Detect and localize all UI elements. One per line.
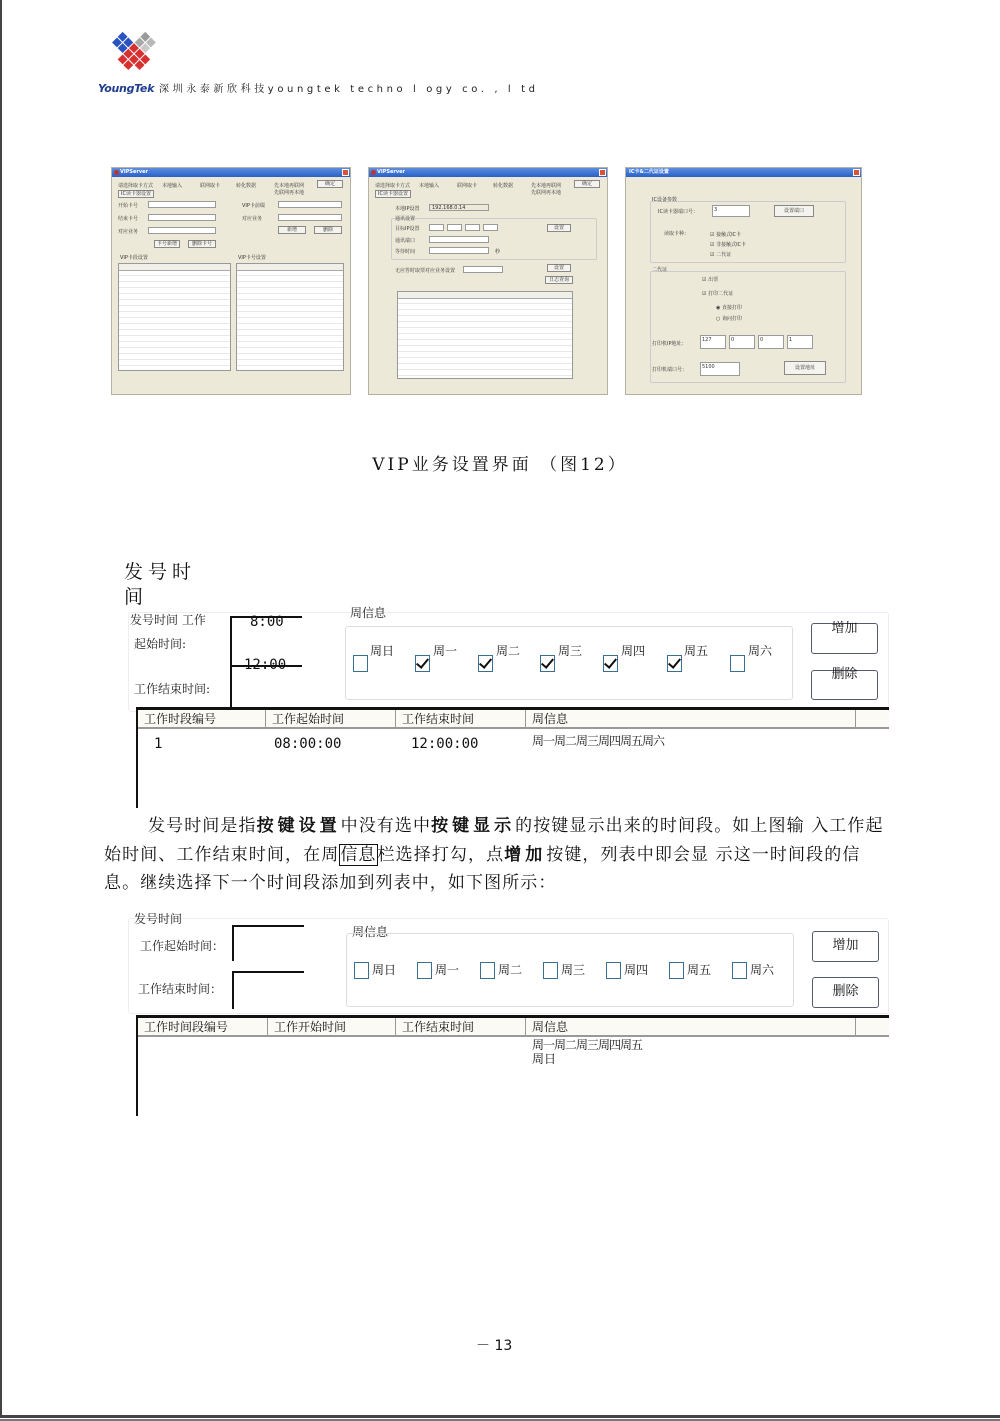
business-label: 无应答时取票对应业务设置	[395, 268, 456, 274]
column-header: 工作起始时间	[266, 710, 396, 729]
mode-direct-print: 直接打印	[721, 305, 742, 311]
bold-term: 按键显示	[431, 816, 516, 836]
checkbox-wednesday[interactable]	[540, 655, 555, 672]
card-type-id: 二代证	[716, 252, 732, 258]
day-label: 周六	[748, 644, 773, 658]
start-time-value: 8:00	[250, 614, 284, 630]
company-logo-icon	[98, 32, 160, 84]
figure-caption: VIP业务设置界面 （图12）	[372, 455, 628, 475]
confirm-button: 确定	[574, 180, 600, 188]
start-time-label: 发号时间 工作	[130, 613, 206, 627]
column-header: 工作时间段编号	[138, 1018, 268, 1037]
checkbox-saturday[interactable]	[732, 962, 747, 979]
page-border	[0, 1415, 1000, 1418]
screenshot-vip-local	[111, 167, 351, 395]
card-type-contact: 接触式IC卡	[716, 232, 742, 238]
day-label: 周一	[433, 644, 458, 658]
column-header: 工作时段编号	[138, 710, 266, 729]
card-type-contactless: 非接触式IC卡	[716, 242, 747, 248]
start-time-label-2: 起始时间:	[134, 637, 187, 651]
page-border	[0, 0, 2, 1418]
radio-convert: 转化数据	[236, 183, 257, 189]
checkbox-thursday[interactable]	[603, 655, 618, 672]
app-heart-icon	[371, 170, 376, 175]
wait-unit: 秒	[495, 249, 501, 255]
set-address-button: 设置地址	[784, 361, 826, 375]
column-header: 周信息	[526, 710, 856, 729]
issue-time-panel-filled	[128, 608, 889, 808]
checkbox-sunday[interactable]	[354, 962, 369, 979]
day-label: 周一	[435, 963, 460, 977]
day-label: 周日	[370, 644, 395, 658]
cell-id: 1	[154, 736, 163, 752]
bold-term: 增加	[504, 844, 547, 865]
add-button[interactable]: 增加	[811, 623, 878, 654]
bold-term: 按键设置	[256, 816, 341, 836]
end-time-label: 工作结束时间:	[134, 682, 211, 696]
delete-button: 删除	[314, 226, 342, 234]
ic-settings-button: IC读卡器设置	[375, 190, 411, 198]
add-button[interactable]: 增加	[812, 931, 879, 962]
delete-button[interactable]: 删除	[811, 670, 878, 700]
ip-octet: 1	[789, 337, 793, 343]
day-label: 周六	[750, 963, 775, 977]
week-group-label: 周信息	[350, 606, 387, 620]
day-label: 周二	[498, 963, 523, 977]
start-card-label: 开始卡号	[118, 203, 139, 209]
day-label: 周五	[687, 963, 712, 977]
close-icon	[342, 169, 349, 176]
screenshot-vip-network	[368, 167, 608, 395]
checkbox-friday[interactable]	[669, 962, 684, 979]
cell-week: 周一周二周三周四周五	[532, 1038, 643, 1052]
section-heading: 发号时间	[124, 561, 197, 608]
radio-local: 本地输入	[419, 183, 440, 189]
boxed-term: 信息	[340, 844, 377, 865]
delete-button[interactable]: 删除	[812, 977, 879, 1008]
start-time-label: 工作起始时间：	[140, 939, 225, 953]
column-header: 工作结束时间	[396, 710, 526, 729]
right-list-label: VIP卡号设置	[238, 255, 266, 261]
cell-end: 12:00:00	[411, 736, 479, 752]
cell-week: 周一周二周三周四周五周六	[532, 734, 665, 748]
week-group-label: 周信息	[352, 925, 389, 939]
day-label: 周日	[372, 963, 397, 977]
target-ip-label: 目标IP设置	[395, 226, 420, 232]
checkbox-saturday[interactable]	[730, 655, 745, 672]
time-slot-table	[136, 707, 889, 808]
log-query-button: 日志查询	[545, 276, 573, 284]
radio-network-first: 先联网再本地	[531, 190, 562, 196]
ic-settings-button: IC读卡器设置	[118, 190, 154, 198]
day-label: 周四	[621, 644, 646, 658]
mode-ask-print: 询问打印	[721, 316, 742, 322]
cell-start: 08:00:00	[274, 736, 342, 752]
app-heart-icon	[114, 170, 119, 175]
delete-card-button: 删除卡号	[188, 240, 216, 248]
window-title: VIPServer	[120, 169, 148, 175]
port-label: 通讯端口	[395, 238, 416, 244]
add-card-button: 卡号新增	[154, 240, 180, 248]
vip-prefix-label: VIP卡前缀	[242, 203, 265, 209]
checkbox-thursday[interactable]	[606, 962, 621, 979]
company-name: 深圳永泰新欣科技youngtek techno l ogy co. , l td	[159, 84, 539, 95]
checkbox-tuesday[interactable]	[480, 962, 495, 979]
window-title: VIPServer	[377, 169, 405, 175]
radio-local-first: 先本地再联网	[531, 183, 562, 189]
radio-network: 联网取卡	[200, 183, 221, 189]
day-label: 周四	[624, 963, 649, 977]
radio-network-first: 先联网再本地	[274, 190, 305, 196]
cell-week-line2: 周日	[532, 1052, 557, 1066]
day-label: 周三	[558, 644, 583, 658]
business-label-right: 对应业务	[242, 216, 263, 222]
checkbox-sunday[interactable]	[353, 655, 368, 672]
business-label: 对应业务	[118, 229, 139, 235]
ip-octet: 0	[760, 337, 764, 343]
end-time-value: 12:00	[244, 657, 287, 673]
description-paragraph: 发号时间是指按键设置中没有选中按键显示的按键显示出来的时间段。如上图输 入工作起始时间、工作结束时间，在周信息栏选择打勾，点增加按键，列表中即会显 示这一时间段的信息。继续选择下一个时间段添加到列表中，如下图所示：	[104, 816, 884, 893]
checkbox-monday[interactable]	[417, 962, 432, 979]
option-ticket: 出票	[708, 277, 719, 283]
window-title: IC卡&二代证设置	[629, 169, 669, 175]
id-group-label: 二代证	[652, 267, 668, 273]
radio-local: 本地输入	[162, 183, 183, 189]
left-list-label: VIP卡段设置	[120, 255, 148, 261]
page-number: － 13	[476, 1338, 513, 1354]
radio-local-first: 先本地再联网	[274, 183, 305, 189]
local-ip-label: 本地IP设置	[395, 206, 420, 212]
checkbox-tuesday[interactable]	[478, 655, 493, 672]
group-label: 发号时间	[134, 912, 183, 926]
radio-network: 联网取卡	[457, 183, 478, 189]
new-button: 新增	[278, 226, 306, 234]
day-label: 周三	[561, 963, 586, 977]
ip-octet: 0	[731, 337, 735, 343]
column-header: 工作开始时间	[268, 1018, 396, 1037]
set-button: 设置	[547, 224, 571, 232]
set-button-2: 设置	[547, 264, 571, 272]
day-label: 周五	[684, 644, 709, 658]
ip-octet: 127	[702, 337, 712, 343]
wait-label: 等待时间	[395, 249, 416, 255]
end-time-label: 工作结束时间：	[138, 982, 223, 996]
close-icon	[599, 169, 606, 176]
checkbox-monday[interactable]	[415, 655, 430, 672]
local-ip-value: 192.168.0.14	[432, 205, 466, 211]
confirm-button: 确定	[317, 180, 343, 188]
time-slot-table	[136, 1015, 889, 1116]
radio-convert: 转化数据	[493, 183, 514, 189]
start-time-input[interactable]	[232, 925, 304, 961]
set-port-button: 设置端口	[774, 205, 814, 217]
column-header: 周信息	[526, 1018, 856, 1037]
issue-time-panel-empty	[128, 908, 889, 1116]
port-label: IC读卡器端口号：	[658, 209, 698, 215]
printer-port-value: 5100	[702, 364, 715, 370]
screenshot-ic-card-settings: IC卡&二代证设置 IC设备参数 IC读卡器端口号： 3 设置端口 读取卡种： ☑ 接触式IC卡 ☑ 非接触式IC卡 ☑ 二代证 二代证 ☑ 出票 ☑ 打印二代证 ◉ 直接打印 ○ 询问打印 打印机IP地址： 127 0 0 1 打印机端口号： 5100 设置地址	[625, 167, 862, 395]
column-header: 工作结束时间	[396, 1018, 526, 1037]
card-type-label: 读取卡种：	[664, 231, 690, 237]
port-value: 3	[714, 207, 718, 213]
printer-ip-label: 打印机IP地址：	[652, 341, 687, 347]
ic-group-label: IC设备参数	[652, 197, 677, 203]
comm-group-label: 通讯设置	[395, 216, 416, 222]
day-label: 周二	[496, 644, 521, 658]
checkbox-friday[interactable]	[667, 655, 682, 672]
option-print-id: 打印二代证	[708, 291, 734, 297]
mode-label: 请选择取卡方式	[375, 183, 411, 189]
checkbox-wednesday[interactable]	[543, 962, 558, 979]
logo-wordmark: YoungTek	[98, 82, 155, 95]
end-card-label: 结束卡号	[118, 216, 139, 222]
end-time-input[interactable]	[232, 971, 304, 1009]
close-icon	[853, 169, 860, 176]
mode-label: 请选择取卡方式	[118, 183, 154, 189]
printer-port-label: 打印机端口号：	[652, 367, 688, 373]
